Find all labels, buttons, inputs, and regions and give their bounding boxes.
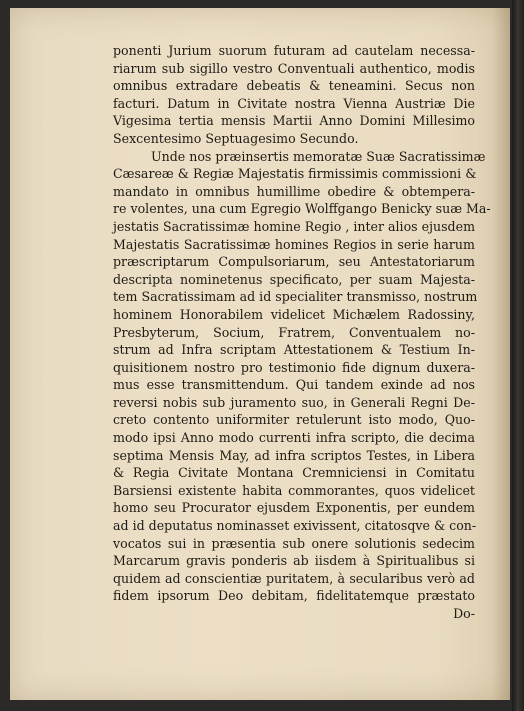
text-line: Marcarum gravis ponderis ab iisdem à Spiritualibus si	[113, 553, 475, 569]
text-line: hominem Honorabilem videlicet Michælem Radossiny,	[113, 306, 475, 322]
text-line: quisitionem nostro pro testimonio fide dignum duxera-	[113, 359, 475, 375]
text-line: Cæsareæ & Regiæ Majestatis firmissimis commissioni &	[113, 166, 477, 182]
text-line: facturi. Datum in Civitate nostra Vienna Austriæ Die	[113, 95, 475, 111]
text-line: præscriptarum Compulsoriarum, seu Antestatoriarum	[113, 254, 475, 270]
text-line: septima Mensis May, ad infra scriptos Testes, in Libera	[113, 447, 475, 463]
text-line: fidem ipsorum Deo debitam, fidelitatemque præstato	[113, 588, 475, 604]
text-line: Barsiensi existente habita commorantes, quos videlicet	[113, 482, 475, 498]
text-line: ponenti Jurium suorum futuram ad cautelam necessa-	[113, 43, 475, 58]
text-line: mus esse transmittendum. Qui tandem exinde ad nos	[113, 377, 475, 393]
text-line: Majestatis Sacratissimæ homines Regios in serie harum	[113, 236, 475, 252]
text-line: quidem ad conscientiæ puritatem, à secularibus verò ad	[113, 570, 475, 586]
text-line: Presbyterum, Socium, Fratrem, Conventualem no-	[113, 324, 475, 340]
text-line: strum ad Infra scriptam Attestationem & Testium In-	[113, 342, 475, 358]
text-line: modo ipsi Anno modo currenti infra scripto, die decima	[113, 430, 475, 446]
text-line: creto contento uniformiter retulerunt isto modo, Quo-	[113, 412, 475, 428]
page-fold-shadow	[492, 8, 510, 700]
text-line: vocatos sui in præsentia sub onere solutionis sedecim	[113, 535, 475, 551]
text-line: Vigesima tertia mensis Martii Anno Domini Millesimo	[113, 113, 475, 129]
text-line: omnibus extradare debeatis & teneamini. Secus non	[113, 78, 475, 94]
text-line: ad id deputatus nominasset exivissent, citatosqve & con-	[113, 518, 477, 534]
book-edge	[512, 0, 524, 711]
text-line: jestatis Sacratissimæ homine Regio , inter alios ejusdem	[113, 218, 476, 234]
text-line: descripta nominetenus specificato, per suam Majesta-	[113, 271, 475, 287]
document-text	[113, 42, 491, 623]
text-line: Sexcentesimo Septuagesimo Secundo.	[113, 130, 359, 146]
text-line: & Regia Civitate Montana Cremniciensi in Comitatu	[113, 465, 475, 481]
text-line: mandato in omnibus humillime obedire & obtempera-	[113, 183, 475, 199]
catchword: Do-	[453, 606, 475, 621]
paragraph-start-line: Unde nos præinsertis memoratæ Suæ Sacratissimæ	[151, 148, 486, 164]
text-line: re volentes, una cum Egregio Wolffgango Benicky suæ Ma-	[113, 201, 491, 217]
text-line: homo seu Procurator ejusdem Exponentis, per eundem	[113, 500, 475, 516]
text-line: reversi nobis sub juramento suo, in Generali Regni De-	[113, 394, 475, 410]
text-line: tem Sacratissimam ad id specialiter transmisso, nostrum	[113, 289, 478, 305]
text-line: riarum sub sigillo vestro Conventuali authentico, modis	[113, 60, 475, 76]
